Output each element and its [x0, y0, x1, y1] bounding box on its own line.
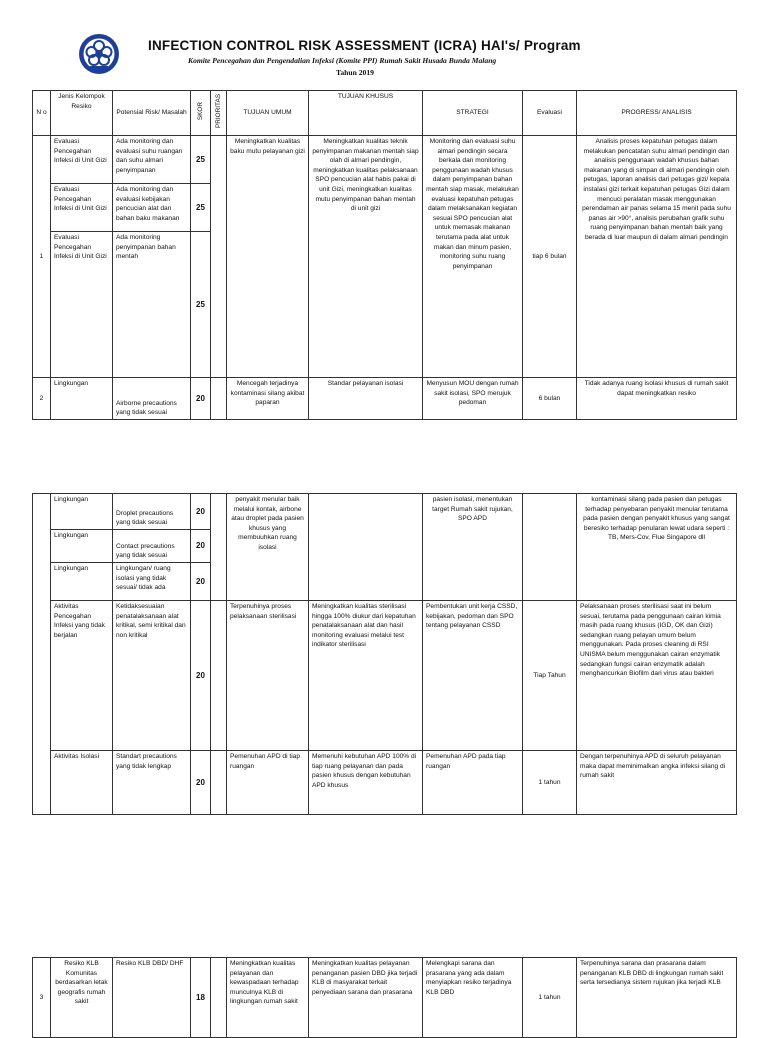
jenis-cell: Lingkungan: [51, 563, 113, 601]
prioritas-cell: [211, 378, 227, 420]
col-header-skor: SKOR: [191, 91, 211, 136]
col-header-strategi: STRATEGI: [423, 91, 523, 136]
row-number: 3: [33, 958, 51, 1038]
score-cell: 25: [191, 184, 211, 232]
prioritas-cell: [211, 958, 227, 1038]
strategi-cell: pasien isolasi, menentukan target Rumah sakit rujukan, SPO APD: [423, 494, 523, 601]
potensi-cell: Ada monitoring dan evaluasi suhu ruangan dan suhu almari penyimpanan: [113, 136, 191, 184]
progress-cell: Pelaksanaan proses sterilisasi saat ini belum sesuai, terutama pada penggunaan cairan kimia masih pada ruang khusus (IGD, OK dan Gizi) sedangkan ruang pelayan umum belum menggunakan. Pada proses cleaning di RSI UNISMA belum menggunakan cairan enzymatik sedangkan fungsi cairan enzymatik adalah menghancurkan Biofilm dari virus atau bakteri: [577, 601, 737, 751]
strategi-cell: Melengkapi sarana dan prasarana yang ada dalam menyiapkan resiko terjadinya KLB DBD: [423, 958, 523, 1038]
row-number: 1: [33, 136, 51, 378]
jenis-cell: Resiko KLB Komunitas berdasarkan letak geografis rumah sakit: [51, 958, 113, 1038]
potensi-cell: Contact precautions yang tidak sesuai: [113, 530, 191, 563]
evaluasi-cell: tiap 6 bulan: [523, 136, 577, 378]
score-cell: 25: [191, 232, 211, 378]
table-row: [33, 494, 737, 530]
jenis-cell: Aktivitas Pencegahan Infeksi yang tidak berjalan: [51, 601, 113, 751]
potensi-cell: Ketidaksesuaian penatalaksanaan alat kritikal, semi kritikal dan non kritikal: [113, 601, 191, 751]
tujuan-umum-cell: Pemenuhan APD di tiap ruangan: [227, 751, 309, 815]
potensi-cell: Lingkungan/ ruang isolasi yang tidak sesuai/ tidak ada: [113, 563, 191, 601]
col-header-tujuan-khusus: TUJUAN KHUSUS: [309, 91, 423, 136]
tujuan-khusus-cell: Standar pelayanan isolasi: [309, 378, 423, 420]
col-header-no: N o: [33, 91, 51, 136]
col-header-evaluasi: Evaluasi: [523, 91, 577, 136]
table-row: [33, 958, 737, 1038]
potensi-cell: Ada monitoring penyimpanan bahan mentah: [113, 232, 191, 378]
tujuan-khusus-cell: Memenuhi kebutuhan APD 100% di tiap ruang pelayanan dan pada pasien khusus dengan kebutuhan APD khusus: [309, 751, 423, 815]
tujuan-umum-cell: Meningkatkan kualitas baku mutu pelayanan gizi: [227, 136, 309, 378]
strategi-cell: Pembentukan unit kerja CSSD, kebijakan, pedoman dan SPO tentang pelayanan CSSD: [423, 601, 523, 751]
table-row: [33, 751, 737, 815]
tujuan-umum-cell: Mencegah terjadinya kontaminasi silang akibat paparan: [227, 378, 309, 420]
evaluasi-cell: 1 tahun: [523, 958, 577, 1038]
score-cell: 20: [191, 563, 211, 601]
icra-table-page2: [32, 493, 737, 815]
potensi-cell: Droplet precautions yang tidak sesuai: [113, 494, 191, 530]
col-header-potensi: Potensial Risk/ Masalah: [113, 91, 191, 136]
jenis-cell: Evaluasi Pencegahan Infeksi di Unit Gizi: [51, 184, 113, 232]
evaluasi-cell: 6 bulan: [523, 378, 577, 420]
tujuan-khusus-cell: [309, 494, 423, 601]
score-cell: 20: [191, 751, 211, 815]
strategi-cell: Pemenuhan APD pada tiap ruangan: [423, 751, 523, 815]
strategi-cell: Monitoring dan evaluasi suhu almari pendingin secara berkala dan monitoring penggunaan wadah khusus dalam penyimpanan bahan mentah siap masak, melakukan evaluasi kepatuhan petugas dalam melaksanakan kegiatan sesuai SPO pencucian alat untuk memasak makanan terutama pada alat untuk makan dan minum pasien, monitoring suhu ruang penyimpanan: [423, 136, 523, 378]
prioritas-cell: [211, 601, 227, 751]
tujuan-umum-cell: Meningkatkan kualitas pelayanan dan kewaspadaan terhadap munculnya KLB di lingkungan rumah sakit: [227, 958, 309, 1038]
score-cell: 20: [191, 530, 211, 563]
progress-cell: Dengan terpenuhinya APD di seluruh pelayanan maka dapat meminimalkan angka infeksi silang di rumah sakit: [577, 751, 737, 815]
strategi-cell: Menyusun MOU dengan rumah sakit isolasi, SPO merujuk pedoman: [423, 378, 523, 420]
score-cell: 25: [191, 136, 211, 184]
tujuan-khusus-cell: Meningkatkan kualitas teknik penyimpanan makanan mentah siap olah di almari pendingin, meningkatkan kualitas pelaksanaan SPO pencucian alat habis pakai di unit Gizi, meningkatkan kualitas mutu penyimpanan bahan mentah di unit gizi: [309, 136, 423, 378]
score-cell: 20: [191, 601, 211, 751]
col-header-tujuan-umum: TUJUAN UMUM: [227, 91, 309, 136]
col-header-progress: PROGRESS/ ANALISIS: [577, 91, 737, 136]
icra-table-page3: [32, 957, 737, 1038]
table-row: [33, 136, 737, 184]
table-header-row: [33, 91, 737, 136]
score-cell: 20: [191, 494, 211, 530]
score-cell: 18: [191, 958, 211, 1038]
jenis-cell: Evaluasi Pencegahan Infeksi di Unit Gizi: [51, 232, 113, 378]
evaluasi-cell: 1 tahun: [523, 751, 577, 815]
score-cell: 20: [191, 378, 211, 420]
evaluasi-cell: Tiap Tahun: [523, 601, 577, 751]
col-header-jenis: Jenis Kelompok Resiko: [51, 91, 113, 136]
potensi-cell: Standart precautions yang tidak lengkap: [113, 751, 191, 815]
progress-cell: Analisis proses kepatuhan petugas dalam melakukan pencatatan suhu almari pendingin dan analisis penggunaan wadah khusus bahan makanan yang di simpan di almari pendingin oleh petugas, laporan analisis dari petugas gizi/ kepala instalasi gizi terkait kepatuhan petugas Gizi dalam mencuci peralatan masak menggunakan perendaman air panas selama 15 menit pada suhu panas air >90°, analisis perubahan grafik suhu ruang penyimpanan bahan mentah baik yang berada di luar maupun di dalam almari pendingin: [577, 136, 737, 378]
tujuan-umum-cell: Terpenuhinya proses pelaksanaan sterilisasi: [227, 601, 309, 751]
col-header-prioritas: PRIORITAS: [211, 91, 227, 136]
potensi-cell: Ada monitoring dan evaluasi kebijakan pencucian alat dan bahan baku makanan: [113, 184, 191, 232]
document-title: INFECTION CONTROL RISK ASSESSMENT (ICRA) HAI's/ Program: [148, 38, 581, 53]
hospital-logo-icon: [78, 33, 120, 75]
potensi-cell: Resiko KLB DBD/ DHF: [113, 958, 191, 1038]
jenis-cell: Evaluasi Pencegahan Infeksi di Unit Gizi: [51, 136, 113, 184]
table-row: [33, 601, 737, 751]
prioritas-cell: [211, 751, 227, 815]
jenis-cell: Aktivitas Isolasi: [51, 751, 113, 815]
jenis-cell: Lingkungan: [51, 378, 113, 420]
row-number: [33, 494, 51, 815]
tujuan-khusus-cell: Meningkatkan kualitas sterilisasi hingga 100% diukur dari kepatuhan penatalaksanaan alat dan hasil monitoring evaluasi melalui test indikator sterilisasi: [309, 601, 423, 751]
progress-cell: Tidak adanya ruang isolasi khusus di rumah sakit dapat meningkatkan resiko: [577, 378, 737, 420]
evaluasi-cell: [523, 494, 577, 601]
document-year: Tahun 2019: [336, 68, 374, 77]
jenis-cell: Lingkungan: [51, 494, 113, 530]
row-number: 2: [33, 378, 51, 420]
progress-cell: kontaminasi silang pada pasien dan petugas terhadap penyebaran penyakit menular terutama pada pasien dengan penyakit khusus yang sangat beresiko terhadap penularan lewat udara seperti : TB, Mers-Cov, Flue Singapore dll: [577, 494, 737, 601]
progress-cell: Terpenuhinya sarana dan prasarana dalam penanganan KLB DBD di lingkungan rumah sakit serta tersedianya sistem rujukan jika terjadi KLB: [577, 958, 737, 1038]
jenis-cell: Lingkungan: [51, 530, 113, 563]
table-row: [33, 378, 737, 420]
prioritas-cell: [211, 494, 227, 601]
tujuan-khusus-cell: Meningkatkan kualitas pelayanan penanganan pasien DBD jika terjadi KLB di masyarakat terkait penyediaan sarana dan prasarana: [309, 958, 423, 1038]
potensi-cell: Airborne precautions yang tidak sesuai: [113, 378, 191, 420]
document-subtitle: Komite Pencegahan dan Pengendalian Infeksi (Komite PPI) Rumah Sakit Husada Bunda Malang: [188, 56, 497, 65]
prioritas-cell: [211, 136, 227, 378]
tujuan-umum-cell: penyakit menular baik melalui kontak, airbone atau droplet pada pasien khusus yang membuuhkan ruang isolasi: [227, 494, 309, 601]
icra-table-page1: [32, 90, 737, 420]
